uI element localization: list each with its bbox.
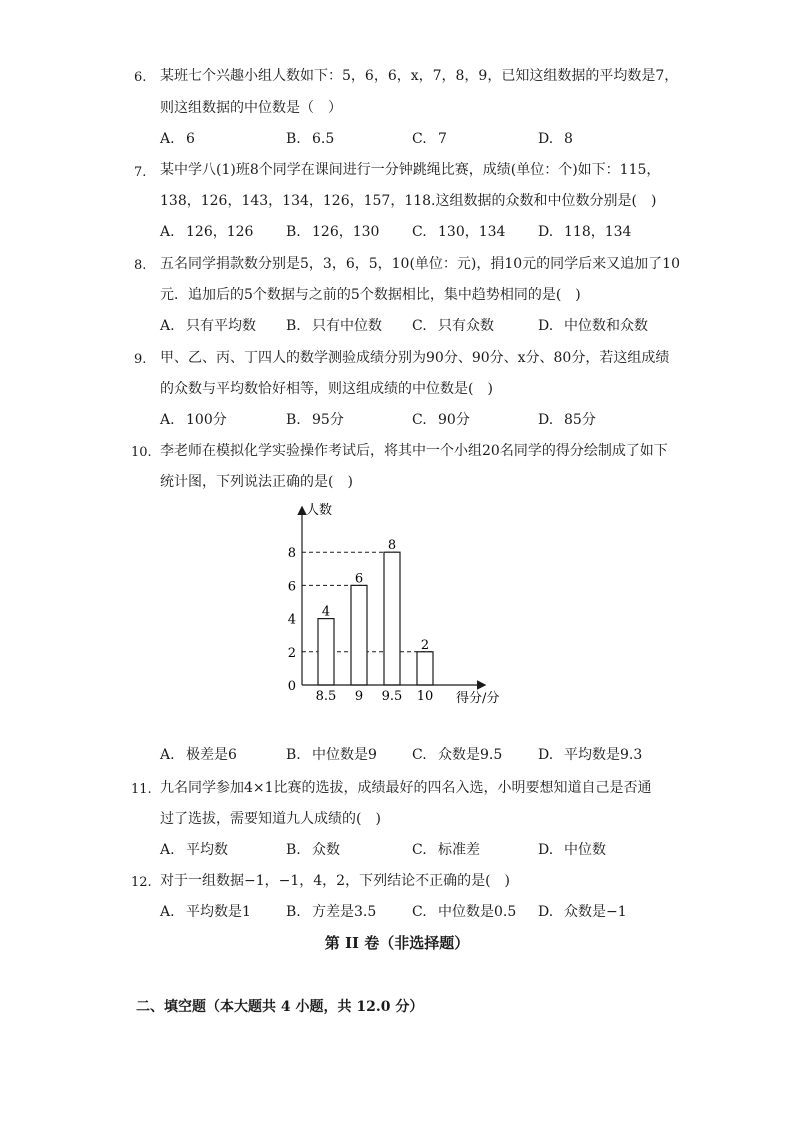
question-text: 统计图，下列说法正确的是( )	[160, 474, 353, 490]
question-text: 五名同学捐款数分别是5，3，6，5，10(单位：元)，捐10元的同学后来又追加了10	[160, 256, 680, 272]
y-tick-8: 8	[287, 546, 296, 562]
option-b: B. 众数	[286, 842, 340, 858]
option-a: A. 100分	[160, 412, 227, 428]
question-text: 138，126，143，134，126，157，118.这组数据的众数和中位数分别是( )	[160, 193, 657, 209]
option-c: C. 130，134	[412, 224, 506, 240]
y-tick-6: 6	[287, 579, 296, 595]
bar-10	[417, 652, 433, 685]
x-tick-8.5: 8.5	[315, 689, 337, 704]
option-b: B. 95分	[286, 412, 344, 428]
option-a: A. 极差是6	[160, 747, 237, 763]
bar-8.5	[318, 619, 334, 685]
bar-9.5	[384, 552, 400, 685]
option-a: A. 平均数	[160, 842, 228, 858]
question-text: 李老师在模拟化学实验操作考试后，将其中一个小组20名同学的得分绘制成了如下	[160, 443, 668, 459]
option-c: C. 7	[412, 131, 447, 147]
option-c: C. 90分	[412, 412, 470, 428]
question-number: 7.	[134, 165, 147, 180]
option-b: B. 只有中位数	[286, 318, 382, 334]
bar-chart	[280, 498, 520, 708]
data-label-8.5: 4	[321, 604, 331, 620]
option-d: D. 118，134	[538, 224, 632, 240]
question-number: 9.	[134, 352, 147, 367]
option-b: B. 126，130	[286, 224, 380, 240]
question-text: 过了选拔，需要知道九人成绩的( )	[160, 811, 381, 827]
question-text: 的众数与平均数恰好相等，则这组成绩的中位数是( )	[160, 381, 493, 397]
question-text: 某班七个兴趣小组人数如下：5，6，6，x，7，8，9，已知这组数据的平均数是7，	[160, 68, 679, 84]
option-d: D. 中位数	[538, 842, 606, 858]
y-tick-0: 0	[287, 679, 296, 694]
y-axis-label: 人数	[306, 503, 333, 518]
option-b: B. 中位数是9	[286, 747, 377, 763]
option-d: D. 8	[538, 131, 573, 147]
question-text: 对于一组数据−1，−1，4，2，下列结论不正确的是( )	[160, 873, 511, 889]
section-heading: 二、填空题（本大题共 4 小题，共 12.0 分）	[136, 999, 424, 1015]
option-a: A. 6	[160, 131, 195, 147]
bar-9	[351, 585, 367, 685]
option-d: D. 平均数是9.3	[538, 747, 643, 763]
option-a: A. 只有平均数	[160, 318, 256, 334]
question-text: 甲、乙、丙、丁四人的数学测验成绩分别为90分、90分、x分、80分，若这组成绩	[160, 350, 670, 366]
x-tick-9.5: 9.5	[381, 689, 403, 704]
question-text: 元．追加后的5个数据与之前的5个数据相比，集中趋势相同的是( )	[160, 287, 581, 303]
option-d: D. 85分	[538, 412, 596, 428]
data-label-10: 2	[420, 637, 430, 653]
option-b: B. 方差是3.5	[286, 904, 377, 920]
bar-series	[318, 552, 433, 685]
x-tick-9: 9	[354, 689, 364, 704]
option-c: C. 只有众数	[412, 318, 494, 334]
question-text: 则这组数据的中位数是（ ）	[160, 100, 342, 116]
question-text: 九名同学参加4×1比赛的选拔，成绩最好的四名入选，小明要想知道自己是否通	[160, 780, 652, 796]
part-title: 第 II 卷（非选择题）	[324, 934, 470, 952]
data-label-9: 6	[354, 571, 364, 587]
question-number: 10.	[131, 445, 152, 460]
option-d: D. 众数是−1	[538, 904, 627, 920]
question-number: 11.	[131, 782, 152, 797]
option-a: A. 126，126	[160, 224, 254, 240]
y-tick-4: 4	[287, 612, 296, 628]
option-c: C. 众数是9.5	[412, 747, 503, 763]
option-c: C. 标准差	[412, 842, 480, 858]
x-axis-label: 得分/分	[456, 691, 500, 706]
question-text: 某中学八(1)班8个同学在课间进行一分钟跳绳比赛，成绩(单位：个)如下：115，	[160, 162, 661, 178]
question-number: 6.	[134, 70, 147, 85]
option-c: C. 中位数是0.5	[412, 904, 517, 920]
question-number: 12.	[131, 875, 152, 890]
option-a: A. 平均数是1	[160, 904, 251, 920]
data-label-9.5: 8	[387, 538, 397, 554]
question-number: 8.	[134, 258, 147, 273]
option-d: D. 中位数和众数	[538, 318, 648, 334]
option-b: B. 6.5	[286, 131, 335, 147]
x-tick-10: 10	[416, 689, 434, 704]
y-tick-2: 2	[287, 645, 296, 661]
